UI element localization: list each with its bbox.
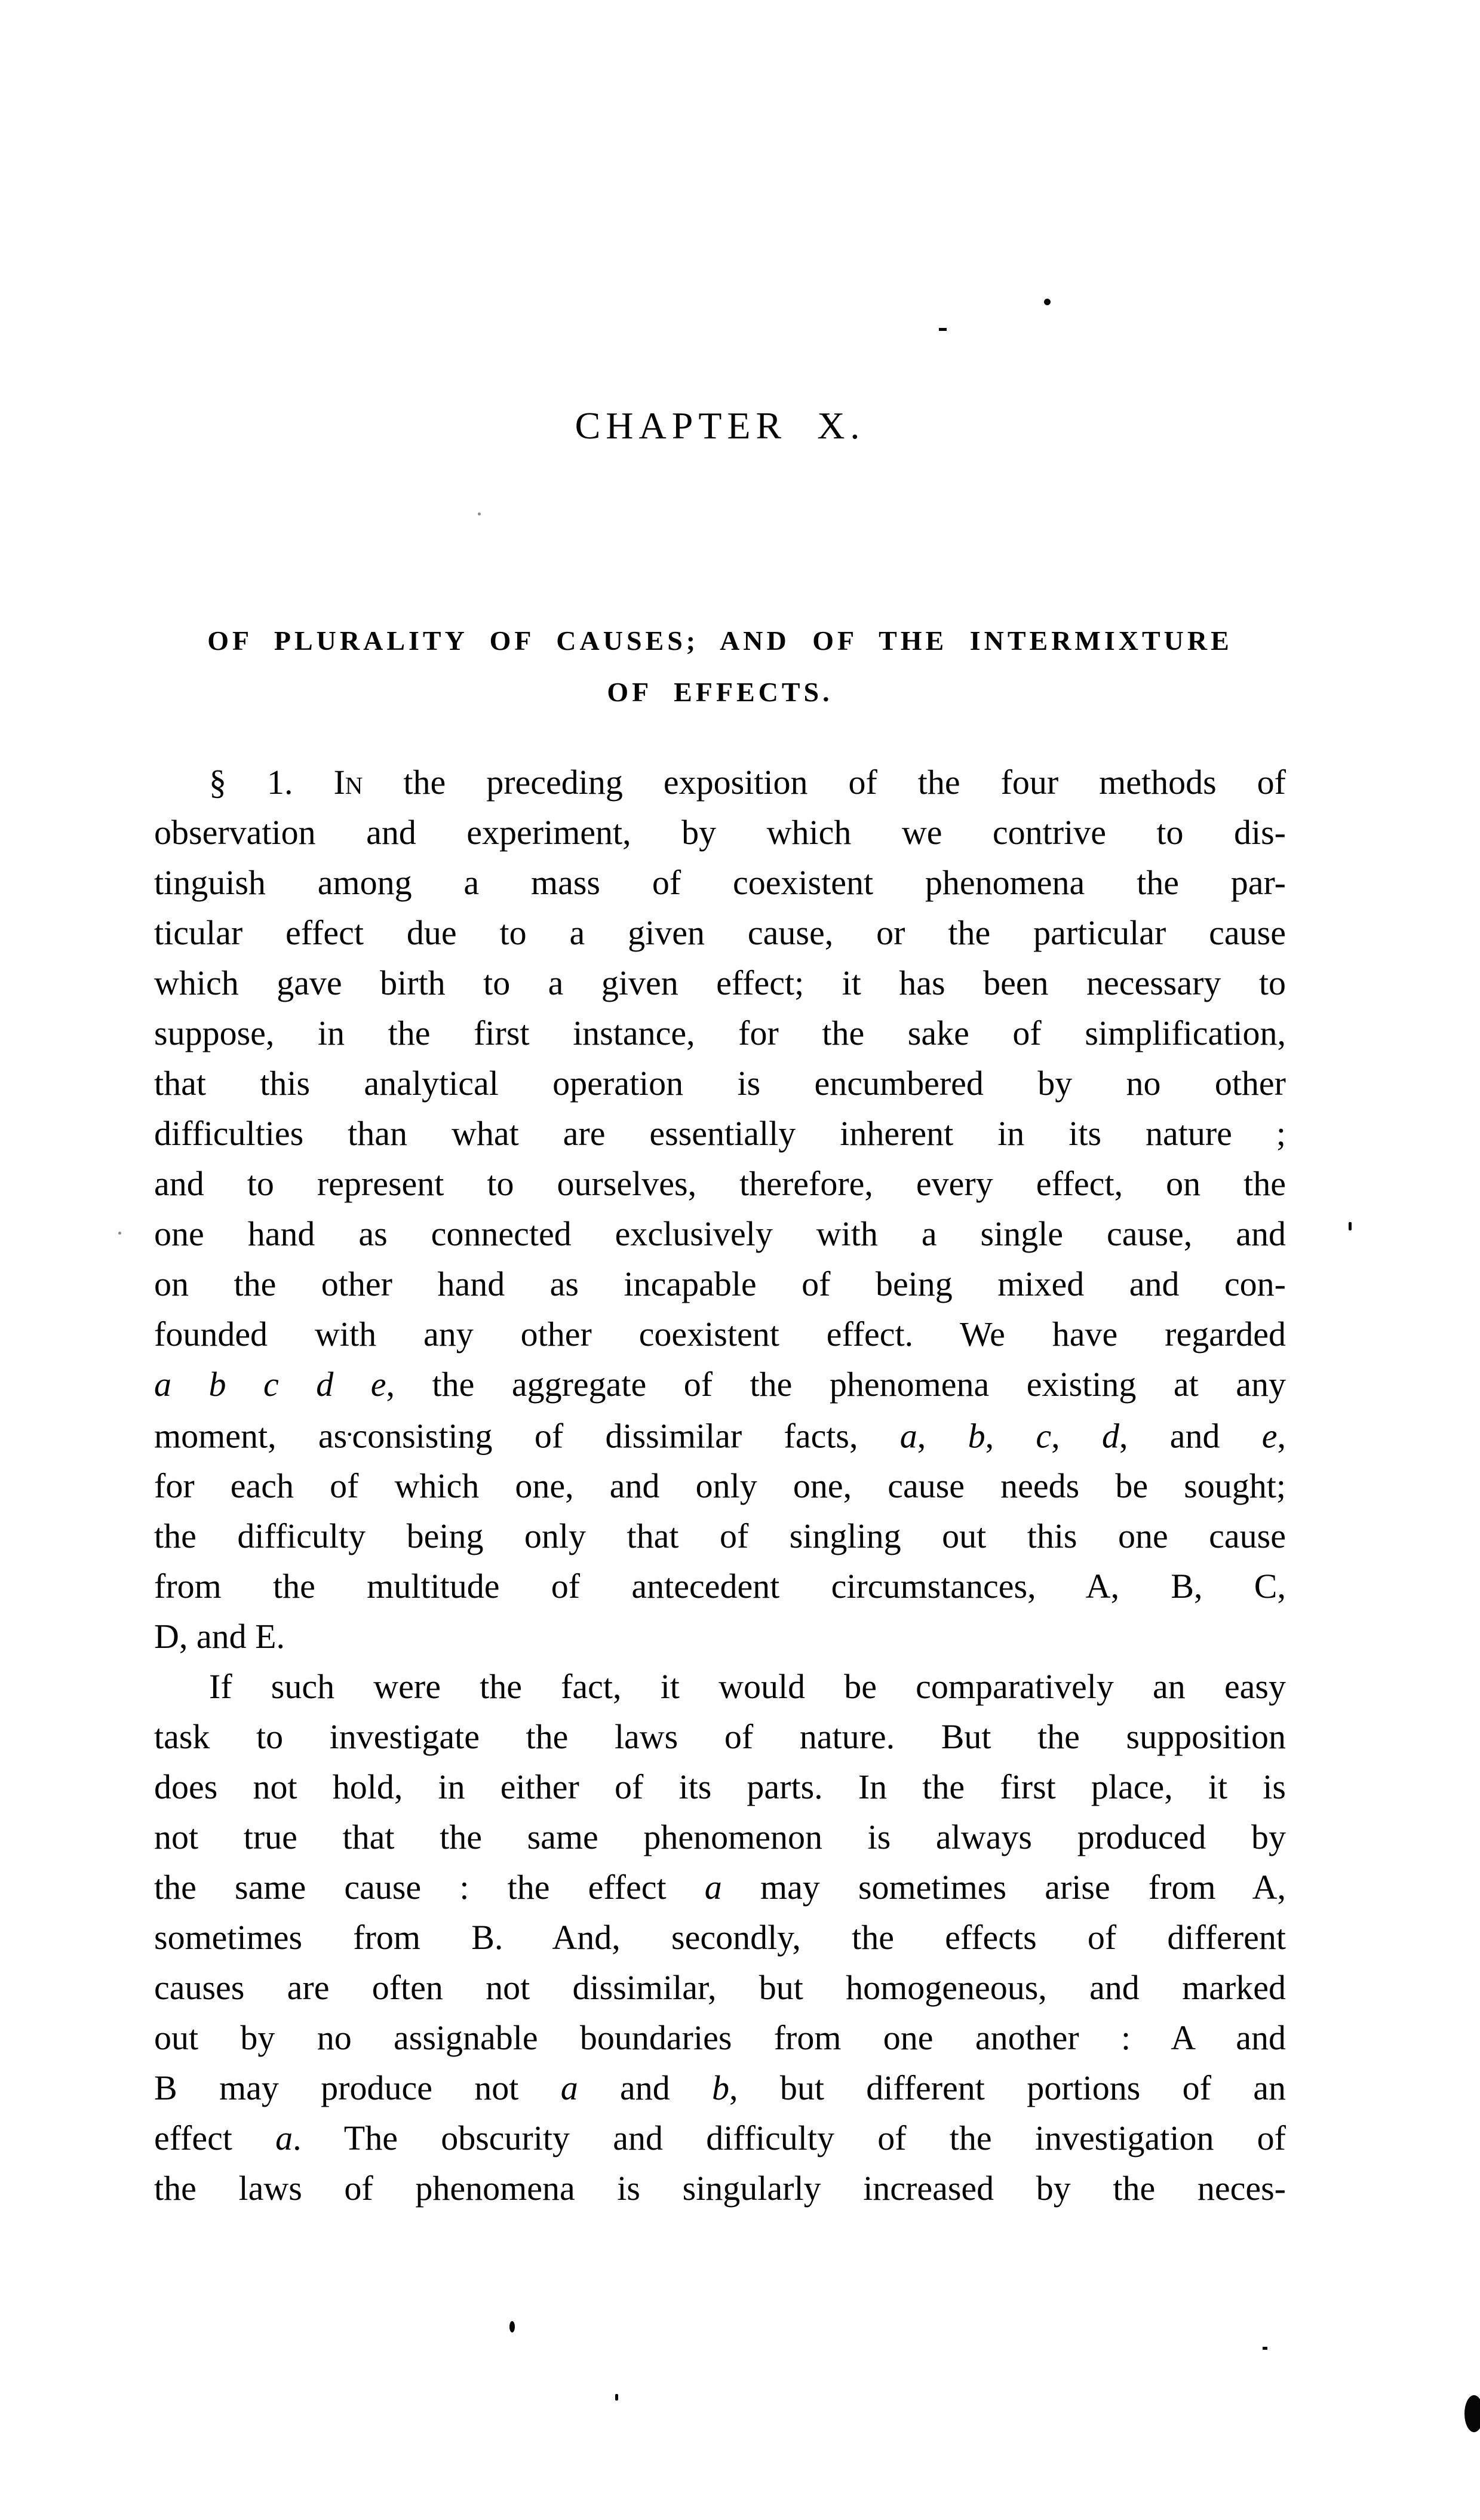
text-line: sometimes from B. And, secondly, the effects of different [154, 1918, 1286, 1957]
section-heading-line1: OF PLURALITY OF CAUSES; AND OF THE INTERMIXTURE [207, 625, 1233, 656]
text-line: out by no assignable boundaries from one another : A and [154, 2018, 1286, 2058]
text-line: causes are often not dissimilar, but homogeneous, and marked [154, 1968, 1286, 2008]
text-line: moment, as•consisting of dissimilar facts, a, b, c, d, and e, [154, 1416, 1286, 1456]
scan-speck [1464, 2395, 1480, 2432]
text-line: and to represent to ourselves, therefore, every effect, on the [154, 1164, 1286, 1203]
text-line: which gave birth to a given effect; it has been necessary to [154, 963, 1286, 1002]
scan-speck [478, 512, 481, 515]
scan-speck [1263, 2347, 1267, 2350]
text-line: If such were the fact, it would be comparatively an easy [209, 1667, 1286, 1706]
scan-speck [1044, 299, 1051, 305]
text-line: one hand as connected exclusively with a single cause, and [154, 1214, 1286, 1253]
chapter-heading: CHAPTER X. [575, 404, 865, 447]
scan-speck [118, 1232, 121, 1235]
text-line: from the multitude of antecedent circumstances, A, B, C, [154, 1567, 1286, 1606]
text-line: the same cause : the effect a may sometimes arise from A, [154, 1868, 1286, 1907]
text-line: suppose, in the first instance, for the sake of simplification, [154, 1014, 1286, 1052]
text-line: the laws of phenomena is singularly increased by the neces- [154, 2169, 1286, 2208]
text-line: observation and experiment, by which we contrive to dis- [154, 813, 1286, 852]
scan-speck [509, 2321, 515, 2332]
text-line: the difficulty being only that of singling out this one cause [154, 1517, 1286, 1556]
text-line: for each of which one, and only one, cause needs be sought; [154, 1466, 1286, 1506]
text-line: that this analytical operation is encumbered by no other [154, 1064, 1286, 1103]
section-heading-line2: OF EFFECTS. [607, 677, 833, 707]
text-line: task to investigate the laws of nature. But the supposition [154, 1717, 1286, 1757]
text-line: D, and E. [154, 1617, 285, 1656]
scan-speck [939, 328, 947, 331]
body-text [154, 757, 1286, 2214]
scan-speck [615, 2394, 618, 2401]
text-line: tinguish among a mass of coexistent phenomena the par- [154, 863, 1286, 902]
text-line: difficulties than what are essentially inherent in its nature ; [154, 1114, 1286, 1153]
text-line: founded with any other coexistent effect. We have regarded [154, 1315, 1286, 1353]
text-line: a b c d e, the aggregate of the phenomena existing at any [154, 1365, 1286, 1404]
text-line: not true that the same phenomenon is always produced by [154, 1818, 1286, 1857]
text-line: effect a. The obscurity and difficulty of the investigation of [154, 2119, 1286, 2158]
text-line: does not hold, in either of its parts. In the first place, it is [154, 1767, 1286, 1807]
text-line: § 1. In the preceding exposition of the four methods of [209, 763, 1286, 802]
text-line: B may produce not a and b, but different portions of an [154, 2068, 1286, 2108]
text-line: on the other hand as incapable of being mixed and con- [154, 1264, 1286, 1303]
scan-speck [1349, 1222, 1352, 1230]
text-line: ticular effect due to a given cause, or the particular cause [154, 913, 1286, 952]
section-heading [154, 615, 1286, 718]
